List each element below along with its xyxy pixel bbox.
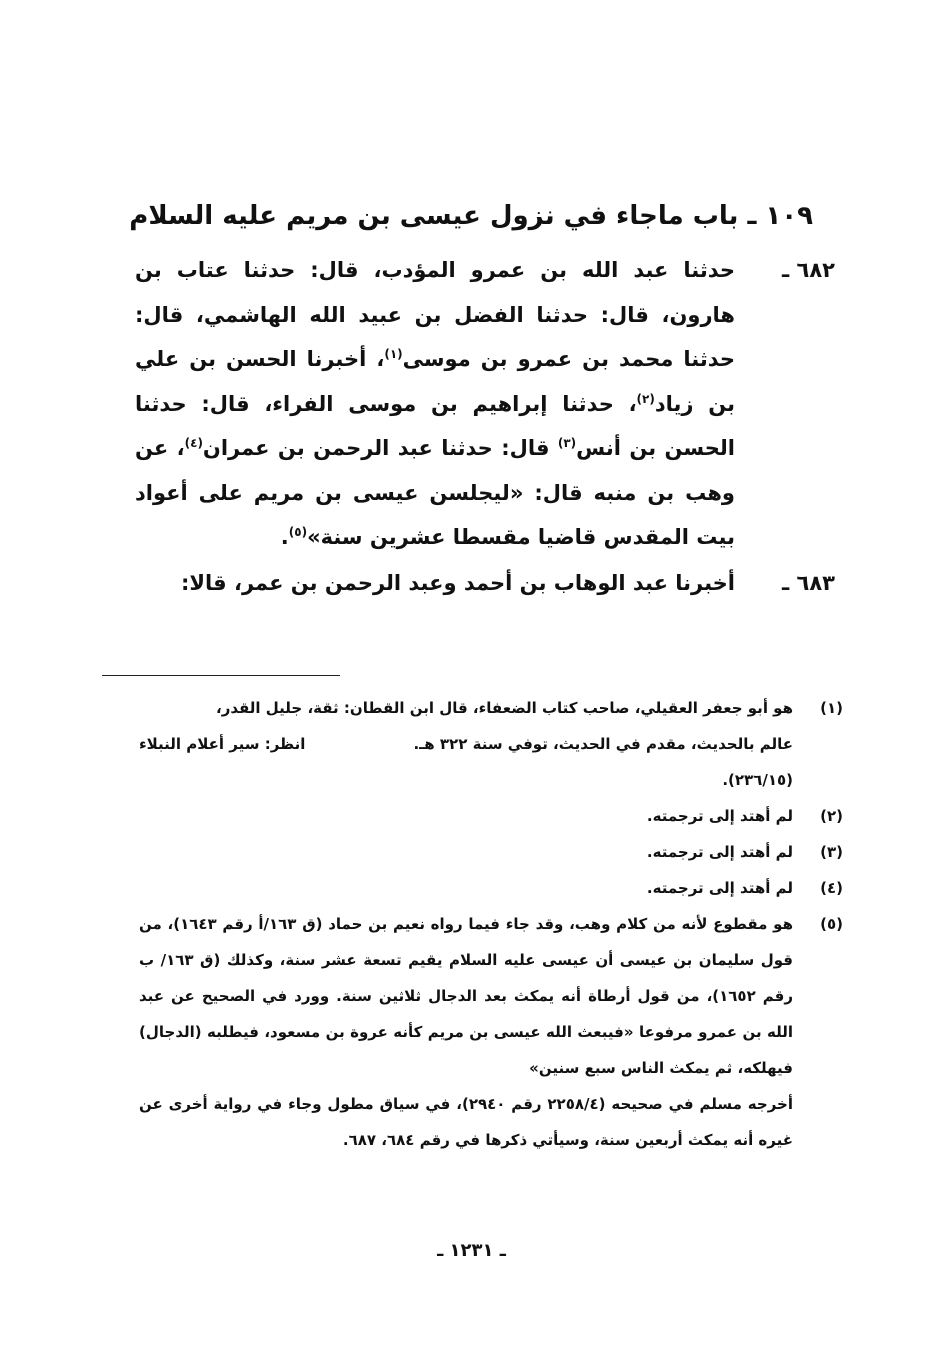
hadith-number: ٦٨٣ ـ [782,571,835,595]
footnote-text: أخرجه مسلم في صحيحه (٢٢٥٨/٤ رقم ٢٩٤٠)، في سياق مطول وجاء في رواية أخرى عن غيره أنه يمكث أربعين سنة، وسيأتي ذكرها في رقم ٦٨٤، ٦٨٧. [139,1095,793,1149]
hadith-segment: ، عن وهب بن منبه قال: «ليجلسن عيسى بن مريم على أعواد بيت المقدس قاضيا مقسطا عشرين سنة» [135,436,735,549]
footnote-5 [139,906,843,1158]
chapter-title: ١٠٩ ـ باب ماجاء في نزول عيسى بن مريم عليه السلام [129,201,813,231]
hadith-segment: . [280,525,289,549]
footnote-ref: (٥) [288,525,308,539]
hadith-682 [135,248,835,560]
page-number: ـ ١٢٣١ ـ [437,1240,506,1261]
hadith-segment: قال: حدثنا عبد الرحمن بن عمران [202,436,558,460]
footnote-line: (٢٣٦/١٥). [722,771,793,789]
footnote-text: لم أهتد إلى ترجمته. [646,807,793,825]
footnote-line: هو أبو جعفر العقيلي، صاحب كتاب الضعفاء، قال ابن القطان: ثقة، جليل القدر، [216,699,793,717]
footnote-ref: (١) [384,347,403,361]
footnote-text: لم أهتد إلى ترجمته. [646,843,793,861]
footnote-3 [139,834,843,870]
footnote-text: عالم بالحديث، مقدم في الحديث، توفي سنة ٣٢٢ هـ. [413,735,793,753]
footnote-number: (١) [820,699,843,717]
footnote-4 [139,870,843,906]
footnote-text: هو مقطوع لأنه من كلام وهب، وقد جاء فيما رواه نعيم بن حماد (ق ١٦٣/أ رقم ١٦٤٣)، من قول سليمان بن عيسى أن عيسى عليه السلام يقيم تسعة عشر سنة، وكذلك (ق ١٦٣/ ب رقم ١٦٥٢)، من قول أرطاة أنه يمكث بعد الدجال ثلاثين سنة. وورد في الصحيح عن عبد الله بن عمرو مرفوعا «فيبعث الله عيسى بن مريم كأنه عروة بن مسعود، فيطلبه (الدجال) فيهلكه، ثم يمكث الناس سبع سنين» [139,915,794,1077]
footnote-ref: (٣) [557,436,577,450]
hadith-number: ٦٨٢ ـ [782,258,835,282]
footnote-divider [102,675,340,676]
footnote-ref: (٤) [184,436,203,450]
footnotes [139,690,843,1158]
hadith-segment: ، أخبرنا الحسن بن علي بن زياد [135,347,735,416]
footnote-reference: انظر: سير أعلام النبلاء [139,735,306,753]
footnote-number: (٥) [820,915,843,933]
footnote-line [139,726,793,762]
footnote-number: (٤) [820,879,843,897]
hadith-683 [135,561,835,606]
hadith-text [135,248,735,560]
footnote-number: (٢) [820,807,843,825]
hadith-text: أخبرنا عبد الوهاب بن أحمد وعبد الرحمن بن عمر، قالا: [181,571,735,595]
footnote-number: (٣) [820,843,843,861]
footnote-1 [139,690,843,798]
hadith-segment: ، حدثنا إبراهيم بن موسى الفراء، قال: حدثنا الحسن بن أنس [135,391,735,460]
footnote-2 [139,798,843,834]
hadith-segment: حدثنا عبد الله بن عمرو المؤدب، قال: حدثنا عتاب بن هارون، قال: حدثنا الفضل بن عبيد الله الهاشمي، قال: حدثنا محمد بن عمرو بن موسى [135,258,735,371]
footnote-ref: (٢) [636,391,655,406]
footnote-text: لم أهتد إلى ترجمته. [646,879,793,897]
